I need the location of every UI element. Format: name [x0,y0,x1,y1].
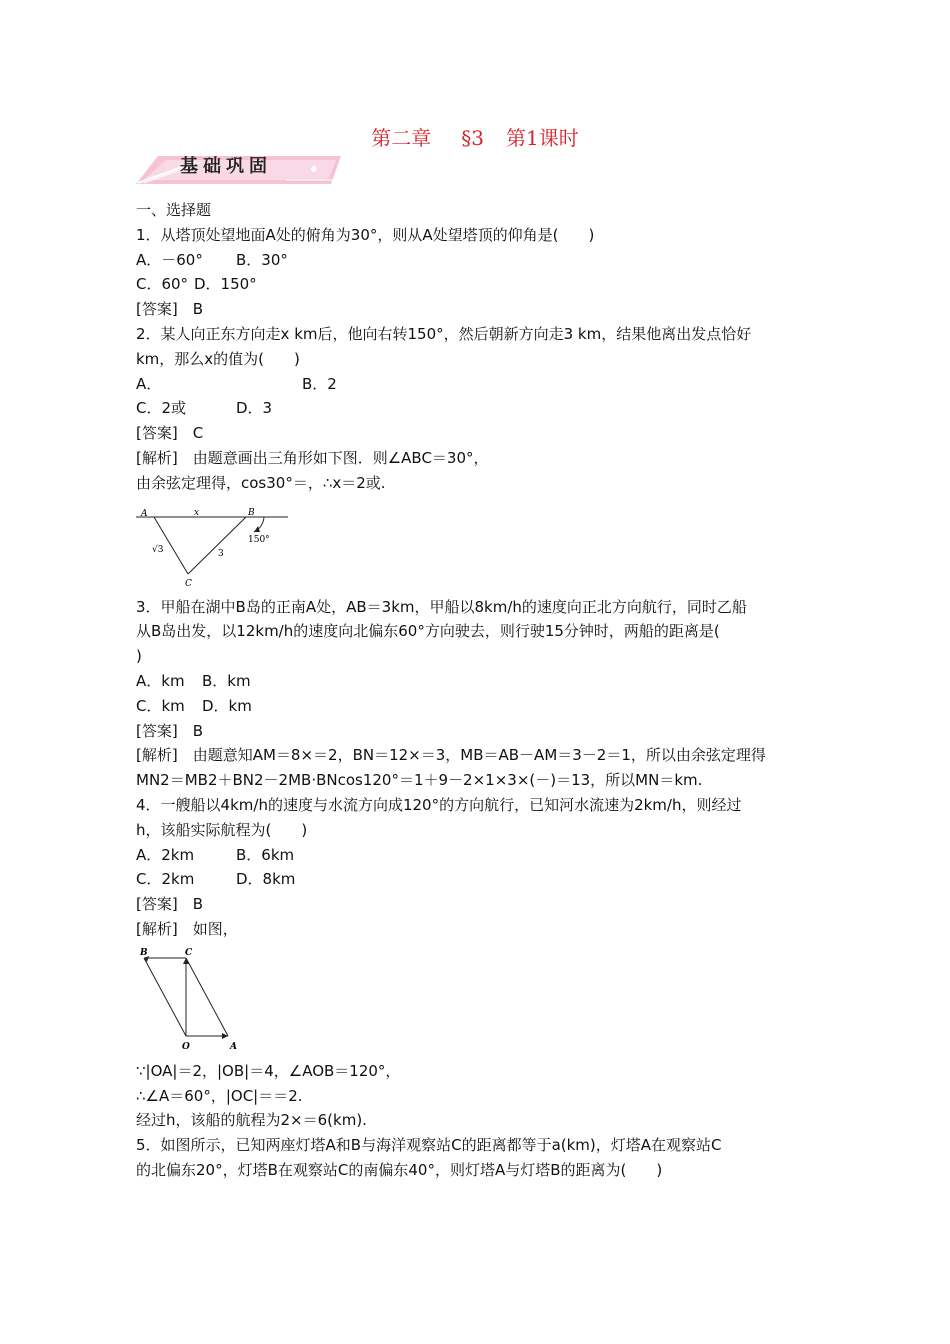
q3-option-a: A．km [136,671,185,690]
q2-option-a: A． [136,374,162,393]
q2-fig-label-angle: 150° [248,534,270,545]
q2-option-d: D．3 [236,399,273,418]
q2-fig-label-a: A [141,508,148,519]
q3-option-c: C．km [136,696,185,715]
content [136,198,816,1183]
q2-option-b: B．2 [302,374,337,393]
q5-stem-2: 的北偏东20°，灯塔B在观察站C的南偏东40°，则灯塔A与灯塔B的距离为( ) [136,1160,663,1179]
q3-option-d: D．km [202,696,252,715]
q1-option-c: C．60° [136,275,189,294]
q2-fig-label-b: B [248,507,255,518]
q3-analysis-2: MN2＝MB2＋BN2－2MB·BNcos120°＝1＋9－2×1×3×(－)＝13，所以MN＝km. [136,771,703,790]
section-label: §3 [461,126,484,150]
q1-option-a: A．－60° [136,250,203,269]
q4-line-2: ∴∠A＝60°，|OC|＝＝2. [136,1086,303,1105]
q4-stem-2: h，该船实际航程为( ) [136,820,308,839]
q4-option-a: A．2km [136,845,195,864]
q1-option-d: D．150° [194,275,257,294]
q2-options-ab [136,372,816,397]
q3-stem-2: 从B岛出发，以12km/h的速度向北偏东60°方向驶去，则行驶15分钟时，两船的距离是( [136,622,720,641]
q3-analysis-1: [解析] 由题意知AM＝8×＝2，BN＝12×＝3，MB＝AB－AM＝3－2＝1，所以由余弦定理得 [136,746,766,765]
q4-analysis: [解析] 如图， [136,919,238,938]
q3-answer: [答案] B [136,721,203,740]
q1-options-cd [136,272,816,297]
q2-fig-label-x: x [194,507,200,518]
q4-answer: [答案] B [136,895,203,914]
q4-fig-label-o: O [182,1041,190,1052]
q3-options-ab [136,669,816,694]
q1-answer: [答案] B [136,300,203,319]
q2-analysis-1: [解析] 由题意画出三角形如下图．则∠ABC＝30°， [136,448,489,467]
q4-option-d: D．8km [236,870,296,889]
lesson-label: 第1课时 [506,126,579,150]
q3-stem-1: 3．甲船在湖中B岛的正南A处，AB＝3km，甲船以8km/h的速度向正北方向航行，同时乙船 [136,597,747,616]
q4-option-b: B．6km [236,845,295,864]
q5-stem-1: 5．如图所示，已知两座灯塔A和B与海洋观察站C的距离都等于a(km)，灯塔A在观察站C [136,1136,722,1155]
q3-stem-3: ) [136,647,142,666]
chapter-title [0,122,950,151]
chapter-label: 第二章 [371,126,432,150]
q2-fig-label-3: 3 [218,548,224,559]
q1-option-b: B．30° [236,250,288,269]
q4-option-c: C．2km [136,870,195,889]
q2-stem-2: km，那么x的值为( ) [136,349,300,368]
q2-answer: [答案] C [136,424,204,443]
q4-line-1: ∵|OA|＝2，|OB|＝4，∠AOB＝120°， [136,1061,401,1080]
q2-stem-1: 2．某人向正东方向走x km后，他向右转150°，然后朝新方向走3 km，结果他离出发点恰好 [136,324,752,343]
q2-analysis-2: 由余弦定理得，cos30°＝，∴x＝2或. [136,473,386,492]
q3-option-b: B．km [202,671,251,690]
q4-fig-label-c: C [185,947,193,958]
q1-options-ab [136,248,816,273]
q3-options-cd [136,694,816,719]
q2-triangle-figure [136,502,296,592]
q2-option-c: C．2或 [136,399,187,418]
q4-stem-1: 4．一艘船以4km/h的速度与水流方向成120°的方向航行，已知河水流速为2km/h，则经过 [136,795,742,814]
q2-fig-label-sqrt3: √3 [152,544,164,555]
q4-options-ab [136,843,816,868]
q1-stem: 1．从塔顶处望地面A处的俯角为30°，则从A处望塔顶的仰角是( ) [136,225,595,244]
q2-options-cd [136,396,816,421]
q2-fig-label-c: C [185,578,192,589]
q4-parallelogram-figure [136,946,246,1054]
q4-fig-label-a: A [230,1041,237,1052]
q4-fig-label-b: B [140,947,148,958]
section-heading: 一、选择题 [136,201,212,219]
q4-options-cd [136,867,816,892]
banner-label: 基础巩固 [180,156,272,177]
q4-line-3: 经过h，该船的航程为2×＝6(km). [136,1111,367,1130]
